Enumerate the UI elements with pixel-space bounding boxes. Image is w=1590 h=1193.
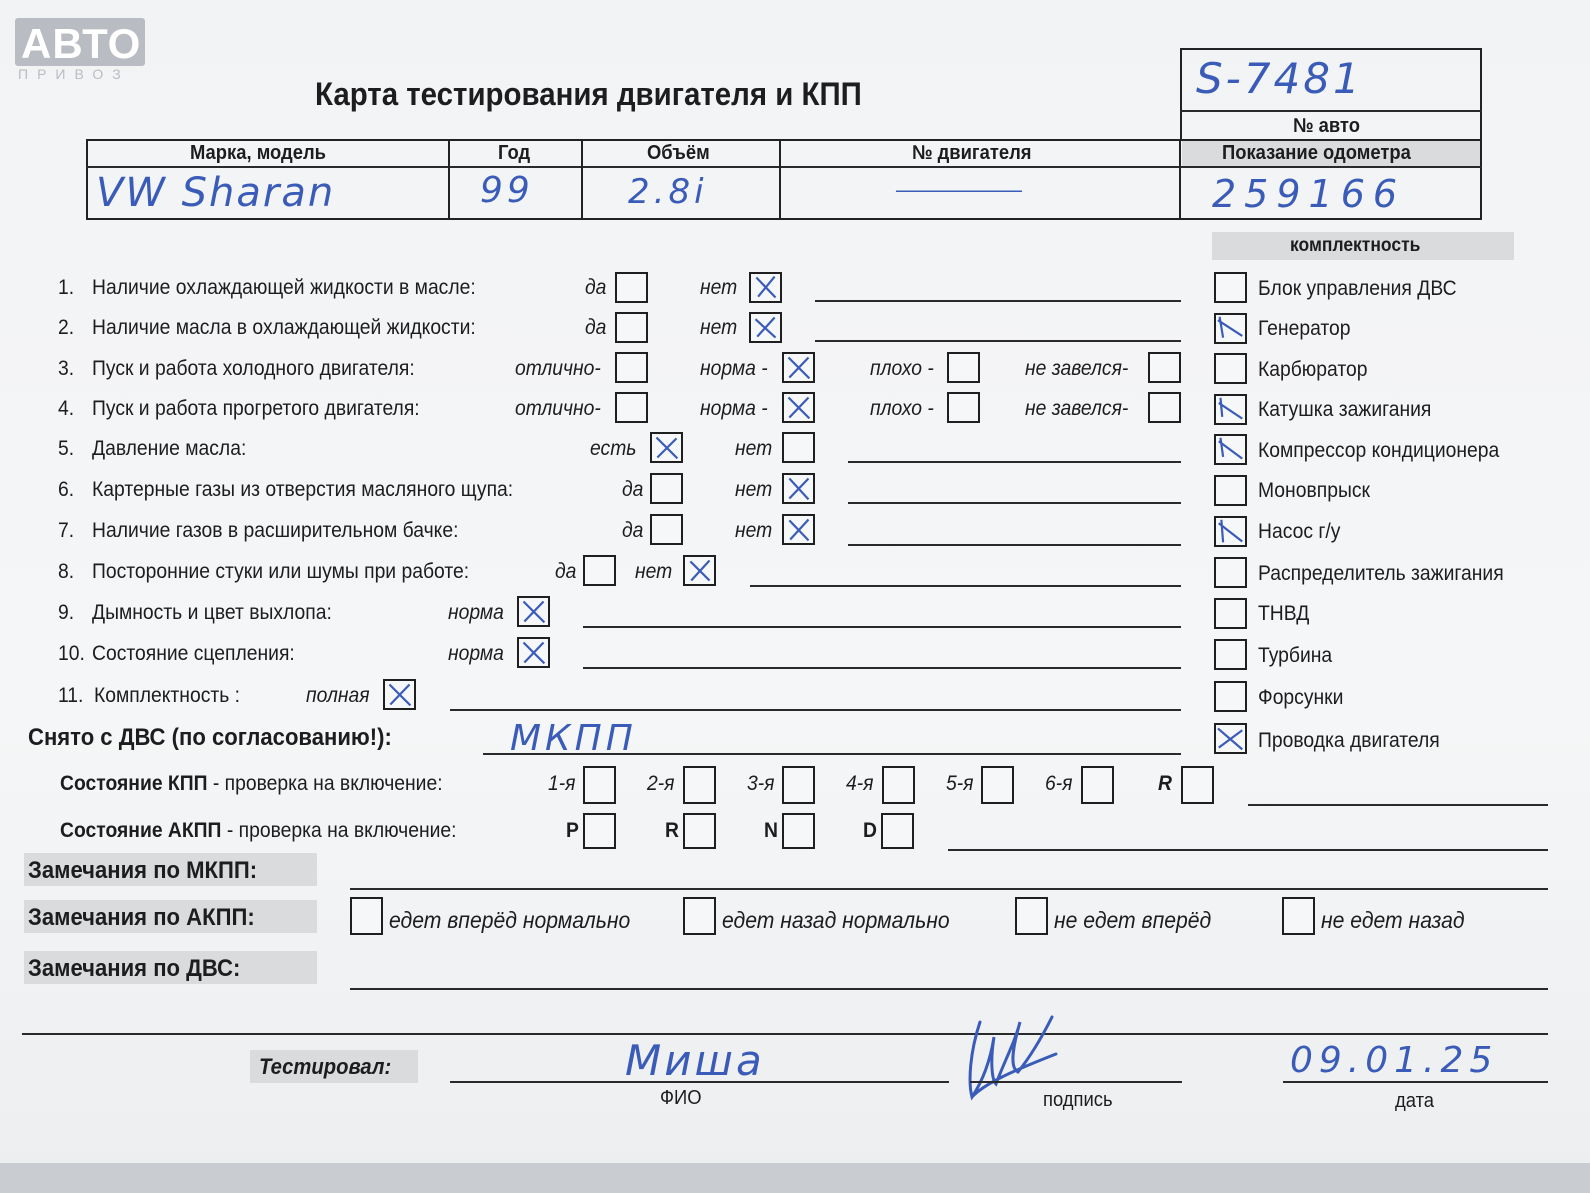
name-line: [450, 1081, 949, 1083]
mode-checkbox-r[interactable]: [683, 813, 716, 849]
akpp-label-rest: - проверка на включение:: [221, 819, 457, 842]
mode-label: N: [764, 819, 778, 842]
completeness-item: Распределитель зажигания: [1258, 562, 1504, 585]
table-col-divider: [1179, 139, 1181, 220]
page-title: Карта тестирования двигателя и КПП: [315, 76, 862, 112]
checkbox-normal[interactable]: [782, 392, 815, 423]
checkbox-yes[interactable]: [615, 272, 648, 303]
completeness-checkbox[interactable]: [1214, 516, 1247, 547]
logo-subtext: ПРИВОЗ: [18, 66, 130, 82]
notes-line: [815, 300, 1181, 302]
car-number-value: S-7481: [1196, 54, 1363, 103]
volume-value: 2.8i: [628, 172, 708, 212]
header-make: Марка, модель: [190, 142, 326, 164]
remarks-dvs-label: Замечания по ДВС:: [28, 955, 241, 982]
gear-label: 1-я: [548, 772, 576, 795]
option-label: норма -: [700, 357, 768, 380]
remarks-mkpp-label: Замечания по МКПП:: [28, 857, 258, 884]
header-volume: Объём: [647, 142, 710, 164]
question-number: 7.: [58, 519, 75, 542]
question-text: Картерные газы из отверстия масляного щупа:: [92, 478, 514, 501]
question-text: Комплектность :: [94, 684, 241, 707]
gear-label: R: [1158, 772, 1172, 795]
question-text: Давление масла:: [92, 437, 247, 460]
question-number: 2.: [58, 316, 75, 339]
remarks-dvs-line-2: [22, 1033, 1548, 1035]
option-label: нет: [735, 478, 773, 501]
avto-privoz-logo: [15, 18, 145, 66]
checkbox-normal[interactable]: [517, 596, 550, 627]
mode-label: P: [566, 819, 579, 842]
tested-by-label: Тестировал:: [259, 1054, 392, 1079]
removed-value: МКПП: [510, 718, 637, 759]
header-year: Год: [498, 142, 531, 164]
option-label: есть: [590, 437, 637, 460]
akpp-notes-line: [948, 849, 1548, 851]
completeness-checkbox[interactable]: [1214, 353, 1247, 384]
completeness-checkbox[interactable]: [1214, 681, 1247, 712]
option-label: плохо -: [870, 357, 934, 380]
akpp-label-bold: Состояние АКПП: [60, 819, 222, 842]
option-label: норма: [448, 601, 504, 624]
notes-line: [848, 544, 1181, 546]
notes-line: [750, 585, 1181, 587]
gear-checkbox-r[interactable]: [1181, 766, 1214, 804]
car-number-label: № авто: [1293, 115, 1360, 137]
akpp-option-label: едет вперёд нормально: [389, 907, 631, 933]
completeness-item: Катушка зажигания: [1258, 398, 1432, 421]
mkpp-label-bold: Состояние КПП: [60, 772, 208, 795]
car-number-divider: [1180, 110, 1482, 112]
completeness-checkbox[interactable]: [1214, 598, 1247, 629]
remarks-dvs-line: [350, 988, 1548, 990]
akpp-no-reverse-checkbox[interactable]: [1282, 897, 1315, 935]
completeness-checkbox[interactable]: [1214, 723, 1247, 754]
table-col-divider: [448, 139, 450, 220]
gear-checkbox-4[interactable]: [882, 766, 915, 804]
mkpp-label: [60, 772, 443, 796]
checkbox-bad[interactable]: [947, 352, 980, 383]
completeness-checkbox[interactable]: [1214, 394, 1247, 425]
question-number: 8.: [58, 560, 75, 583]
header-engine-number: № двигателя: [912, 142, 1032, 164]
header-odometer: Показание одометра: [1222, 142, 1411, 164]
notes-line: [848, 502, 1181, 504]
mode-label: R: [665, 819, 679, 842]
signature-caption: подпись: [1043, 1089, 1113, 1111]
mode-checkbox-p[interactable]: [583, 813, 616, 849]
question-number: 5.: [58, 437, 75, 460]
question-number: 11.: [58, 684, 84, 707]
option-label: да: [585, 316, 607, 339]
name-caption: ФИО: [660, 1087, 702, 1109]
checkbox-no[interactable]: [749, 272, 782, 303]
option-label: нет: [700, 316, 738, 339]
logo-text: АВТО: [21, 20, 142, 67]
checkbox-present[interactable]: [650, 432, 683, 463]
tester-name-value: Миша: [625, 1036, 765, 1085]
mkpp-notes-line: [1248, 804, 1548, 806]
completeness-title: комплектность: [1290, 235, 1421, 256]
notes-line: [583, 667, 1181, 669]
akpp-option-label: не едет вперёд: [1054, 907, 1212, 933]
checkbox-not-started[interactable]: [1148, 392, 1181, 423]
akpp-label: [60, 819, 457, 843]
notes-line: [848, 461, 1181, 463]
removed-label: Снято с ДВС (по согласованию!):: [28, 724, 392, 751]
completeness-checkbox[interactable]: [1214, 639, 1247, 670]
option-label: нет: [735, 437, 773, 460]
question-number: 4.: [58, 397, 75, 420]
question-text: Состояние сцепления:: [92, 642, 295, 665]
checkbox-no[interactable]: [782, 473, 815, 504]
odometer-value: 259166: [1212, 172, 1406, 216]
option-label: норма -: [700, 397, 768, 420]
question-text: Дымность и цвет выхлопа:: [92, 601, 332, 624]
question-text: Пуск и работа прогретого двигателя:: [92, 397, 420, 420]
date-value: 09.01.25: [1290, 1040, 1499, 1081]
option-label: не завелся-: [1025, 397, 1129, 420]
removed-line: [483, 753, 1181, 755]
checkbox-full[interactable]: [383, 679, 416, 710]
question-text: Посторонние стуки или шумы при работе:: [92, 560, 470, 583]
option-label: плохо -: [870, 397, 934, 420]
checkbox-normal[interactable]: [782, 352, 815, 383]
completeness-item: Турбина: [1258, 644, 1333, 667]
option-label: нет: [735, 519, 773, 542]
mode-checkbox-d[interactable]: [881, 813, 914, 849]
option-label: да: [555, 560, 577, 583]
question-number: 9.: [58, 601, 75, 624]
remarks-akpp-label: Замечания по АКПП:: [28, 904, 255, 931]
option-label: да: [622, 519, 644, 542]
checkbox-yes[interactable]: [615, 312, 648, 343]
signature-image: [960, 1002, 1070, 1102]
make-model-value: VW Sharan: [96, 170, 336, 216]
card-bottom-edge: [0, 1163, 1590, 1193]
completeness-item: Проводка двигателя: [1258, 729, 1440, 752]
gear-checkbox-2[interactable]: [683, 766, 716, 804]
date-caption: дата: [1395, 1090, 1435, 1112]
completeness-checkbox[interactable]: [1214, 475, 1247, 506]
option-label: норма: [448, 642, 504, 665]
checkbox-yes[interactable]: [650, 514, 683, 545]
mkpp-label-rest: - проверка на включение:: [207, 772, 443, 795]
checkbox-no[interactable]: [782, 514, 815, 545]
checkbox-excellent[interactable]: [615, 392, 648, 423]
checkbox-yes[interactable]: [583, 555, 616, 586]
completeness-item: Блок управления ДВС: [1258, 277, 1457, 300]
completeness-item: Компрессор кондиционера: [1258, 439, 1500, 462]
question-number: 6.: [58, 478, 75, 501]
question-number: 1.: [58, 276, 75, 299]
option-label: не завелся-: [1025, 357, 1129, 380]
completeness-item: Карбюратор: [1258, 358, 1368, 381]
question-text: Наличие масла в охлаждающей жидкости:: [92, 316, 476, 339]
question-text: Пуск и работа холодного двигателя:: [92, 357, 415, 380]
completeness-item: Моновпрыск: [1258, 479, 1370, 502]
option-label: полная: [306, 684, 370, 707]
gear-checkbox-6[interactable]: [1081, 766, 1114, 804]
completeness-checkbox[interactable]: [1214, 272, 1247, 303]
signature-line: [970, 1081, 1182, 1083]
akpp-forward-ok-checkbox[interactable]: [350, 897, 383, 935]
gear-label: 5-я: [946, 772, 974, 795]
completeness-checkbox[interactable]: [1214, 557, 1247, 588]
table-col-divider: [779, 139, 781, 220]
option-label: нет: [635, 560, 673, 583]
table-col-divider: [581, 139, 583, 220]
akpp-reverse-ok-checkbox[interactable]: [683, 897, 716, 935]
gear-label: 4-я: [846, 772, 874, 795]
table-row-divider: [86, 166, 1482, 168]
checkbox-bad[interactable]: [947, 392, 980, 423]
engine-number-value: ———————: [895, 178, 1021, 202]
completeness-item: ТНВД: [1258, 602, 1310, 625]
notes-line: [815, 340, 1181, 342]
option-label: отлично-: [515, 357, 601, 380]
gear-checkbox-5[interactable]: [981, 766, 1014, 804]
akpp-option-label: не едет назад: [1321, 907, 1465, 933]
checkbox-no[interactable]: [749, 312, 782, 343]
gear-label: 2-я: [647, 772, 675, 795]
gear-checkbox-3[interactable]: [782, 766, 815, 804]
completeness-checkbox[interactable]: [1214, 313, 1247, 344]
question-number: 3.: [58, 357, 75, 380]
gear-checkbox-1[interactable]: [583, 766, 616, 804]
checkbox-excellent[interactable]: [615, 352, 648, 383]
gear-label: 3-я: [747, 772, 775, 795]
remarks-mkpp-line: [350, 888, 1548, 890]
checkbox-normal[interactable]: [517, 637, 550, 668]
notes-line: [583, 626, 1181, 628]
option-label: да: [585, 276, 607, 299]
gear-label: 6-я: [1045, 772, 1073, 795]
option-label: отлично-: [515, 397, 601, 420]
option-label: нет: [700, 276, 738, 299]
completeness-item: Насос г/у: [1258, 520, 1341, 543]
option-label: да: [622, 478, 644, 501]
mode-checkbox-n[interactable]: [782, 813, 815, 849]
completeness-item: Генератор: [1258, 317, 1351, 340]
date-line: [1283, 1081, 1548, 1083]
notes-line: [450, 709, 1181, 711]
checkbox-yes[interactable]: [650, 473, 683, 504]
checkbox-absent[interactable]: [782, 432, 815, 463]
akpp-option-label: едет назад нормально: [722, 907, 950, 933]
akpp-no-forward-checkbox[interactable]: [1015, 897, 1048, 935]
question-text: Наличие охлаждающей жидкости в масле:: [92, 276, 476, 299]
question-number: 10.: [58, 642, 85, 665]
year-value: 99: [480, 170, 534, 211]
checkbox-no[interactable]: [683, 555, 716, 586]
mode-label: D: [863, 819, 877, 842]
checkbox-not-started[interactable]: [1148, 352, 1181, 383]
completeness-item: Форсунки: [1258, 686, 1344, 709]
completeness-checkbox[interactable]: [1214, 434, 1247, 465]
question-text: Наличие газов в расширительном бачке:: [92, 519, 459, 542]
